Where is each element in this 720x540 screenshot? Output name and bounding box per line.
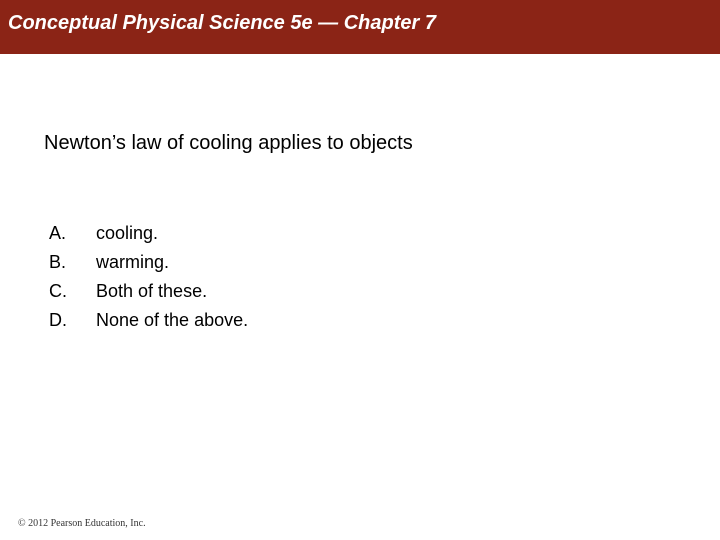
- answer-options-list: [49, 222, 248, 338]
- answer-option-a: [49, 222, 248, 251]
- header-title: Conceptual Physical Science 5e — Chapter 7: [8, 12, 436, 34]
- answer-option-d: [49, 309, 248, 338]
- copyright-notice: © 2012 Pearson Education, Inc.: [18, 518, 146, 529]
- answer-option-c: [49, 280, 248, 309]
- option-letter: D.: [49, 310, 67, 330]
- option-text: None of the above.: [96, 310, 249, 330]
- option-letter: C.: [49, 281, 67, 301]
- option-text: cooling.: [96, 223, 159, 243]
- option-letter: A.: [49, 223, 67, 243]
- answer-option-b: [49, 251, 248, 280]
- header-bar: [0, 0, 720, 54]
- option-letter: B.: [49, 252, 67, 272]
- option-text: warming.: [96, 252, 170, 272]
- question-text: Newton’s law of cooling applies to objects: [44, 132, 413, 154]
- option-text: Both of these.: [96, 281, 208, 301]
